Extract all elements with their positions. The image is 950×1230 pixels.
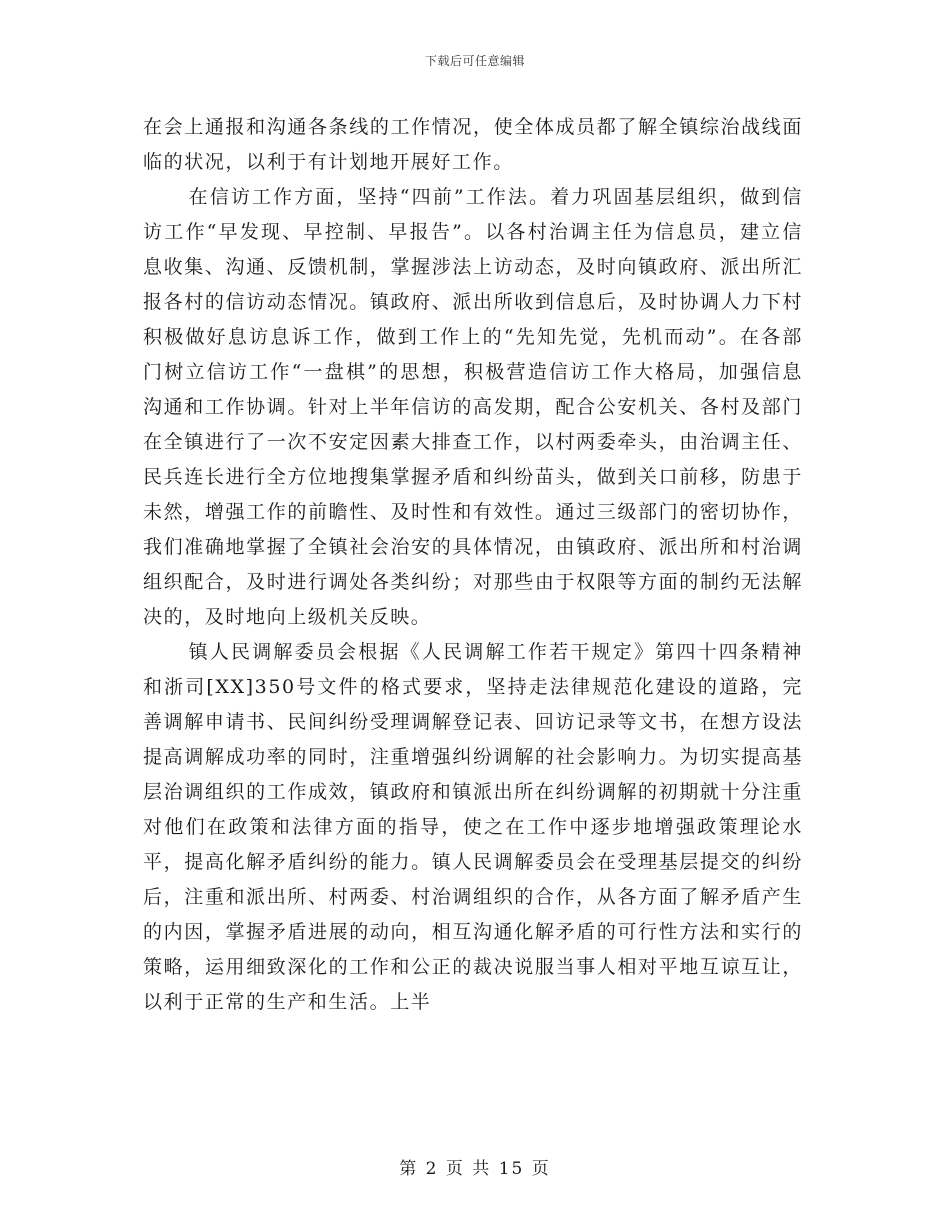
paragraph-petition-work: 在信访工作方面，坚持“四前”工作法。着力巩固基层组织，做到信访工作“早发现、早控制、早报告”。以各村治调主任为信息员，建立信息收集、沟通、反馈机制，掌握涉法上访动态，及时向镇政府、派出所汇报各村的信访动态情况。镇政府、派出所收到信息后，及时协调人力下村积极做好息访息诉工作，做到工作上的“先知先觉，先机而动”。在各部门树立信访工作“一盘棋”的思想，积极营造信访工作大格局，加强信息沟通和工作协调。针对上半年信访的高发期，配合公安机关、各村及部门在全镇进行了一次不安定因素大排查工作，以村两委牵头，由治调主任、民兵连长进行全方位地搜集掌握矛盾和纠纷苗头，做到关口前移，防患于未然，增强工作的前瞻性、及时性和有效性。通过三级部门的密切协作，我们准确地掌握了全镇社会治安的具体情况，由镇政府、派出所和村治调组织配合，及时进行调处各类纠纷；对那些由于权限等方面的制约无法解决的，及时地向上级机关反映。	[143, 186, 803, 628]
paragraph-mediation-committee: 镇人民调解委员会根据《人民调解工作若干规定》第四十四条精神和浙司[XX]350号文件的格式要求，坚持走法律规范化建设的道路，完善调解申请书、民间纠纷受理调解登记表、回访记录等文书，在想方设法提高调解成功率的同时，注重增强纠纷调解的社会影响力。为切实提高基层治调组织的工作成效，镇政府和镇派出所在纠纷调解的初期就十分注重对他们在政策和法律方面的指导，使之在工作中逐步地增强政策理论水平，提高化解矛盾纠纷的能力。镇人民调解委员会在受理基层提交的纠纷后，注重和派出所、村两委、村治调组织的合作，从各方面了解矛盾产生的内因，掌握矛盾进展的动向，相互沟通化解矛盾的可行性方法和实行的策略，运用细致深化的工作和公正的裁决说服当事人相对平地互谅互让，以利于正常的生产和生活。上半	[143, 641, 803, 1013]
page-number: 第 2 页 共 15 页	[399, 1159, 551, 1179]
document-body	[143, 110, 803, 1020]
page-header: 下载后可任意编辑	[424, 54, 525, 68]
paragraph-continued: 在会上通报和沟通各条线的工作情况，使全体成员都了解全镇综治战线面临的状况，以利于有计划地开展好工作。	[143, 116, 803, 173]
